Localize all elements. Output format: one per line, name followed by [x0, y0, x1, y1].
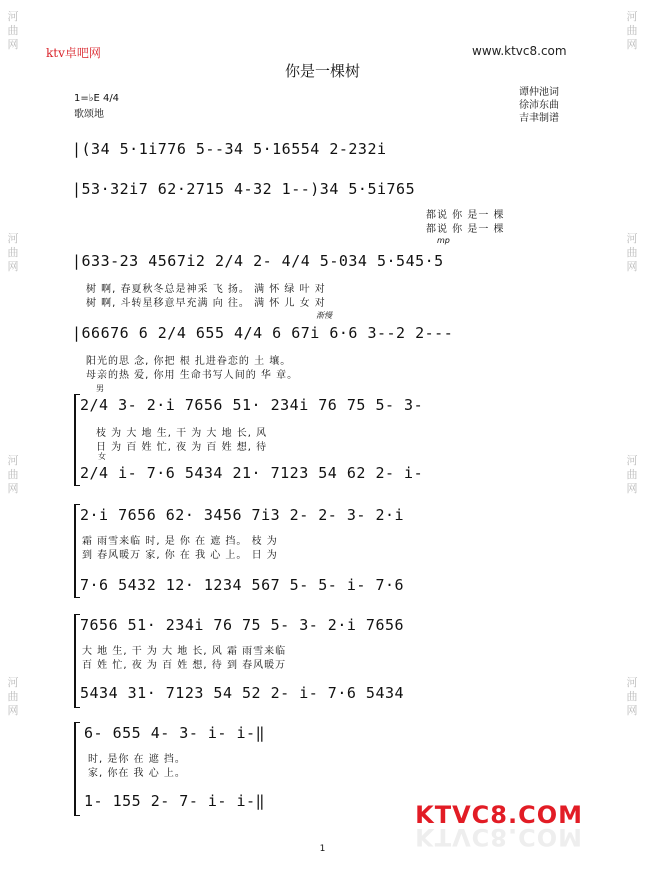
- system-11-notes: 6- 655 4- 3- i- i-‖: [84, 724, 266, 742]
- role-female: 女: [98, 452, 106, 461]
- watermark-right-3: 河 曲 网: [626, 454, 638, 495]
- ktvc8-logo-reflection: KTVC8.COM: [415, 823, 583, 851]
- system-11-lyric-1: 时, 是你 在 遮 挡。: [88, 754, 186, 765]
- watermark-left-2: 河 曲 网: [7, 232, 19, 273]
- system-7-notes: 2·i 7656 62· 3456 7i3 2- 2- 3- 2·i: [80, 506, 405, 524]
- duet-bracket-4: [74, 722, 80, 816]
- watermark-right-2: 河 曲 网: [626, 232, 638, 273]
- tempo-ritardando: 渐慢: [316, 311, 332, 320]
- system-8-notes: 7·6 5432 12· 1234 567 5- 5- i- 7·6: [80, 576, 405, 594]
- system-4-lyric-1: 阳光的思 念, 你把 根 扎进眷恋的 土 壤。: [86, 356, 292, 367]
- page-number: 1: [319, 844, 326, 854]
- composer: 徐沛东曲: [519, 100, 559, 111]
- genre-label: 歌颂地: [74, 109, 104, 120]
- system-9-lyric-1: 大 地 生, 干 为 大 地 长, 风 霜 雨雪来临: [82, 646, 287, 657]
- system-3-notes: |633-23 4567i2 2/4 2- 4/4 5-034 5·545·5: [72, 252, 444, 270]
- system-5-lyric-2: 日 为 百 姓 忙, 夜 为 百 姓 想, 待: [96, 442, 268, 453]
- role-male: 男: [96, 384, 104, 393]
- brand-logo-text: ktv卓吧网: [46, 46, 101, 60]
- watermark-right: 河 曲 网: [626, 10, 638, 51]
- key-signature: 1=♭E 4/4: [74, 93, 120, 104]
- dynamic-mp: mp: [437, 236, 450, 245]
- watermark-left-3: 河 曲 网: [7, 454, 19, 495]
- system-2-notes: |53·32i7 62·2715 4-32 1--)34 5·5i765: [72, 180, 416, 198]
- system-3-lyric-1: 树 啊, 春夏秋冬总是神采 飞 扬。 满 怀 绿 叶 对: [86, 284, 326, 295]
- system-2-lyric-1: 都说 你 是一 棵: [426, 210, 505, 221]
- watermark-right-4: 河 曲 网: [626, 676, 638, 717]
- system-6-notes: 2/4 i- 7·6 5434 21· 7123 54 62 2- i-: [80, 464, 424, 482]
- site-url[interactable]: www.ktvc8.com: [472, 44, 567, 58]
- lyricist: 谭仲池词: [519, 87, 559, 98]
- arranger: 吉聿制谱: [519, 113, 559, 124]
- ktvc8-logo: KTVC8.COM: [415, 801, 583, 829]
- system-10-notes: 5434 31· 7123 54 52 2- i- 7·6 5434: [80, 684, 405, 702]
- system-4-lyric-2: 母亲的热 爱, 你用 生命书写人间的 华 章。: [86, 370, 299, 381]
- system-1-notes: |(34 5·1i776 5--34 5·16554 2-232i: [72, 140, 387, 158]
- system-5-notes: 2/4 3- 2·i 7656 51· 234i 76 75 5- 3-: [80, 396, 424, 414]
- system-4-notes: |66676 6 2/4 655 4/4 6 67i 6·6 3--2 2---: [72, 324, 454, 342]
- system-5-lyric-1: 枝 为 大 地 生, 干 为 大 地 长, 风: [96, 428, 268, 439]
- song-title: 你是一棵树: [284, 62, 360, 80]
- watermark-left: 河 曲 网: [7, 10, 19, 51]
- system-2-lyric-2: 都说 你 是一 棵: [426, 224, 505, 235]
- system-3-lyric-2: 树 啊, 斗转星移意早充满 向 往。 满 怀 儿 女 对: [86, 298, 326, 309]
- watermark-left-4: 河 曲 网: [7, 676, 19, 717]
- system-7-lyric-1: 霜 雨雪来临 时, 是 你 在 遮 挡。 枝 为: [82, 536, 278, 547]
- system-12-notes: 1- 155 2- 7- i- i-‖: [84, 792, 266, 810]
- system-9-notes: 7656 51· 234i 76 75 5- 3- 2·i 7656: [80, 616, 405, 634]
- system-11-lyric-2: 家, 你在 我 心 上。: [88, 768, 186, 779]
- system-9-lyric-2: 百 姓 忙, 夜 为 百 姓 想, 待 到 春风暖万: [82, 660, 287, 671]
- system-7-lyric-2: 到 春风暖万 家, 你 在 我 心 上。 日 为: [82, 550, 278, 561]
